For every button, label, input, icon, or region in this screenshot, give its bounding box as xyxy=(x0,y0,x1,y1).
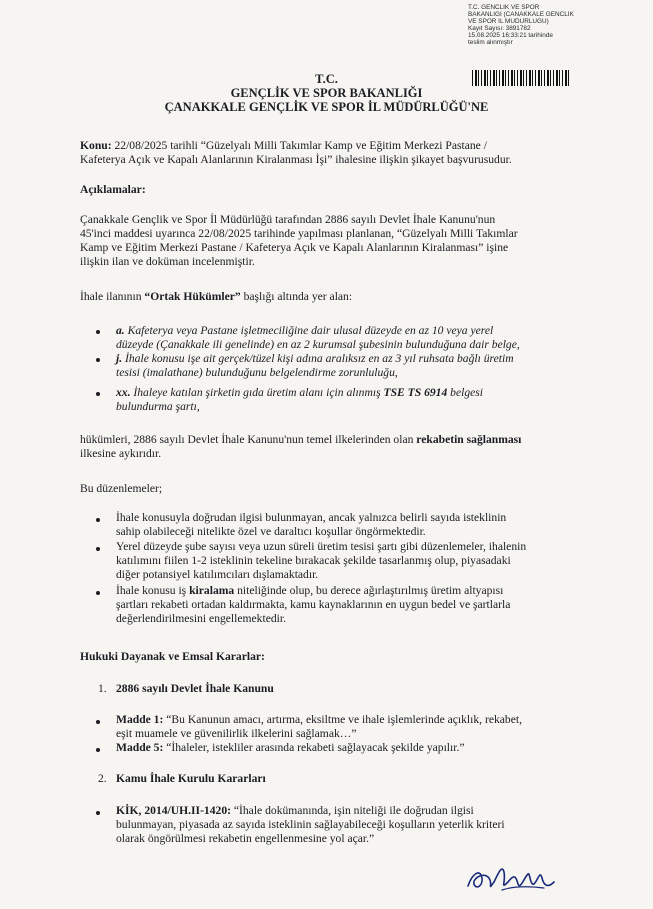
bullet-icon xyxy=(96,547,100,551)
bullet-icon xyxy=(96,591,100,595)
subject-label: Konu: xyxy=(80,139,112,152)
regulation-text: niteliğinde olup, bu derece ağırlaştırılmış üretim altyapısı xyxy=(234,584,504,597)
stamp-line: teslim alınmıştır xyxy=(468,39,513,47)
intro-text: başlığı altında yer alan: xyxy=(240,290,353,303)
header-ministry: GENÇLİK VE SPOR BAKANLIĞI xyxy=(230,86,423,100)
article-1-line-1 xyxy=(116,713,586,726)
paragraph-line: ilişkin ilan ve doküman incelenmiştir. xyxy=(80,255,255,268)
stamp-line: Kayıt Sayısı: 3891782 xyxy=(468,25,531,33)
item-key: a. xyxy=(116,324,125,337)
tse-label: TSE TS 6914 xyxy=(383,386,448,399)
bullet-icon xyxy=(96,392,100,396)
bullet-icon xyxy=(96,330,100,334)
item-text: İhaleye katılan şirketin gıda üretim alanı için alınmış xyxy=(130,386,384,399)
regulation-text: İhale konusu iş xyxy=(116,584,190,597)
article-1-line-2: eşit muamele ve güvenilirlik ilkelerini sağlamak…” xyxy=(116,727,357,740)
bullet-icon xyxy=(96,720,100,724)
stamp-line: T.C. GENCLIK VE SPOR xyxy=(468,4,540,11)
regulation-line: Yerel düzeyde şube sayısı veya uzun süreli üretim tesisi şartı gibi düzenlemeler, ihalenin xyxy=(116,540,527,553)
kik-decision-line-2: bulunmayan, piyasada az sayıda isteklinin sağlayabileceği koşulların yeterlik kriteri xyxy=(116,818,505,831)
section-title: Kamu İhale Kurulu Kararları xyxy=(116,772,266,785)
article-5-line xyxy=(116,741,586,754)
section-number: 1. xyxy=(98,682,107,695)
bullet-icon xyxy=(96,518,100,522)
item-xx-line-1 xyxy=(116,386,576,399)
article-label: Madde 1: xyxy=(116,713,164,726)
stamp-line: 15.08.2025 16:33:21 tarihinde xyxy=(468,32,553,40)
kiralama-term: kiralama xyxy=(189,584,235,597)
header-directorate: ÇANAKKALE GENÇLİK VE SPOR İL MÜDÜRLÜĞÜ'NE xyxy=(164,100,489,114)
section-number: 2. xyxy=(98,772,107,785)
provisions-line-2: ilkesine aykırıdır. xyxy=(80,447,162,460)
paragraph-line: Kamp ve Eğitim Merkezi Pastane / Kafeterya Açık ve Kapalı Alanlarının Kiralanması” işine xyxy=(80,241,509,254)
item-text: Kafeterya veya Pastane işletmeciliğine dair ulusal düzeyde en az 10 veya yerel xyxy=(124,324,494,337)
item-j-line-2: tesisi (imalathane) bulunduğunu belgelendirme zorunluluğu, xyxy=(116,366,398,379)
subject-line-2: Kafeterya Açık ve Kapalı Alanlarının Kiralanması İşi” ihalesine ilişkin şikayet başvurusudur. xyxy=(80,153,512,166)
item-j-line-1 xyxy=(116,352,576,365)
article-text: “İhaleler, istekliler arasında rekabeti sağlayacak şekilde yapılır.” xyxy=(163,741,465,754)
bullet-icon xyxy=(96,358,100,362)
item-a-line-1 xyxy=(116,324,576,337)
subject-text: 22/08/2025 tarihli “Güzelyalı Milli Takımlar Kamp ve Eğitim Merkezi Pastane / xyxy=(111,139,487,152)
registration-stamp xyxy=(468,4,646,47)
common-provisions-intro xyxy=(80,290,580,303)
item-text: İhale konusu işe ait gerçek/tüzel kişi adına aralıksız en az 3 yıl ruhsata bağlı üretim xyxy=(122,352,514,365)
bullet-icon xyxy=(96,748,100,752)
item-key: xx. xyxy=(116,386,131,399)
regulation-line: İhale konusuyla doğrudan ilgisi bulunmayan, ancak yalnızca belirli sayıda isteklinin xyxy=(116,511,507,524)
article-text: “Bu Kanunun amacı, artırma, eksiltme ve ihale işlemlerinde açıklık, rekabet, xyxy=(163,713,522,726)
section-title: 2886 sayılı Devlet İhale Kanunu xyxy=(116,682,274,695)
regulation-line: değerlendirilmesini engellemektedir. xyxy=(116,612,286,625)
explanations-heading: Açıklamalar: xyxy=(80,183,146,196)
paragraph-line: 45'inci maddesi uyarınca 22/08/2025 tarihinde yapılması planlanan, “Güzelyalı Milli Takımlar xyxy=(80,227,518,240)
regulation-line: şartları rekabeti ortadan kaldırmakta, kamu kaynaklarının en uygun bedel ve şartlarla xyxy=(116,598,511,611)
header-tc: T.C. xyxy=(315,72,338,86)
paragraph-line: Çanakkale Gençlik ve Spor İl Müdürlüğü tarafından 2886 sayılı Devlet İhale Kanunu'nun xyxy=(80,213,496,226)
provisions-text: hükümleri, 2886 sayılı Devlet İhale Kanunu'nun temel ilkelerinden olan xyxy=(80,433,417,446)
regulation-line: katılımını fiilen 1-2 isteklinin tekeline bırakacak şekilde tasarlanmış olup, piyasadaki xyxy=(116,554,511,567)
regulations-heading: Bu düzenlemeler; xyxy=(80,482,163,495)
item-key: j. xyxy=(116,352,123,365)
regulation-line xyxy=(116,584,586,597)
decision-label: KİK, 2014/UH.II-1420: xyxy=(116,804,231,817)
regulation-line: diğer potansiyel katılımcıları dışlamaktadır. xyxy=(116,568,319,581)
regulation-line: sahip olabileceği nitelikte özel ve daraltıcı koşullar öngörmektedir. xyxy=(116,525,426,538)
ortak-hukumler-label: “Ortak Hükümler” xyxy=(144,290,241,303)
item-a-line-2: düzeyde (Çanakkale ili genelinde) en az 2 kurumsal şubesinin bulunduğuna dair belge, xyxy=(116,338,520,351)
stamp-line: BAKANLIGI (CANAKKALE GENCLIK xyxy=(468,11,574,19)
kik-decision-line-3: olarak öngörülmesi rekabetin engellenmesine yol açar.” xyxy=(116,832,375,845)
article-label: Madde 5: xyxy=(116,741,164,754)
competition-principle: rekabetin sağlanması xyxy=(416,433,522,446)
item-xx-line-2: bulundurma şartı, xyxy=(116,400,200,413)
stamp-line: VE SPOR IL MUDURLUGU) xyxy=(468,18,549,26)
kik-decision-line-1 xyxy=(116,804,586,817)
bullet-icon xyxy=(96,811,100,815)
provisions-line-1 xyxy=(80,433,580,446)
intro-text: İhale ilanının xyxy=(80,290,145,303)
signature xyxy=(462,856,558,896)
legal-basis-heading: Hukuki Dayanak ve Emsal Kararlar: xyxy=(80,650,265,663)
decision-text: “İhale dokümanında, işin niteliği ile doğrudan ilgisi xyxy=(230,804,474,817)
subject-line-1 xyxy=(80,139,580,152)
item-text: belgesi xyxy=(447,386,484,399)
